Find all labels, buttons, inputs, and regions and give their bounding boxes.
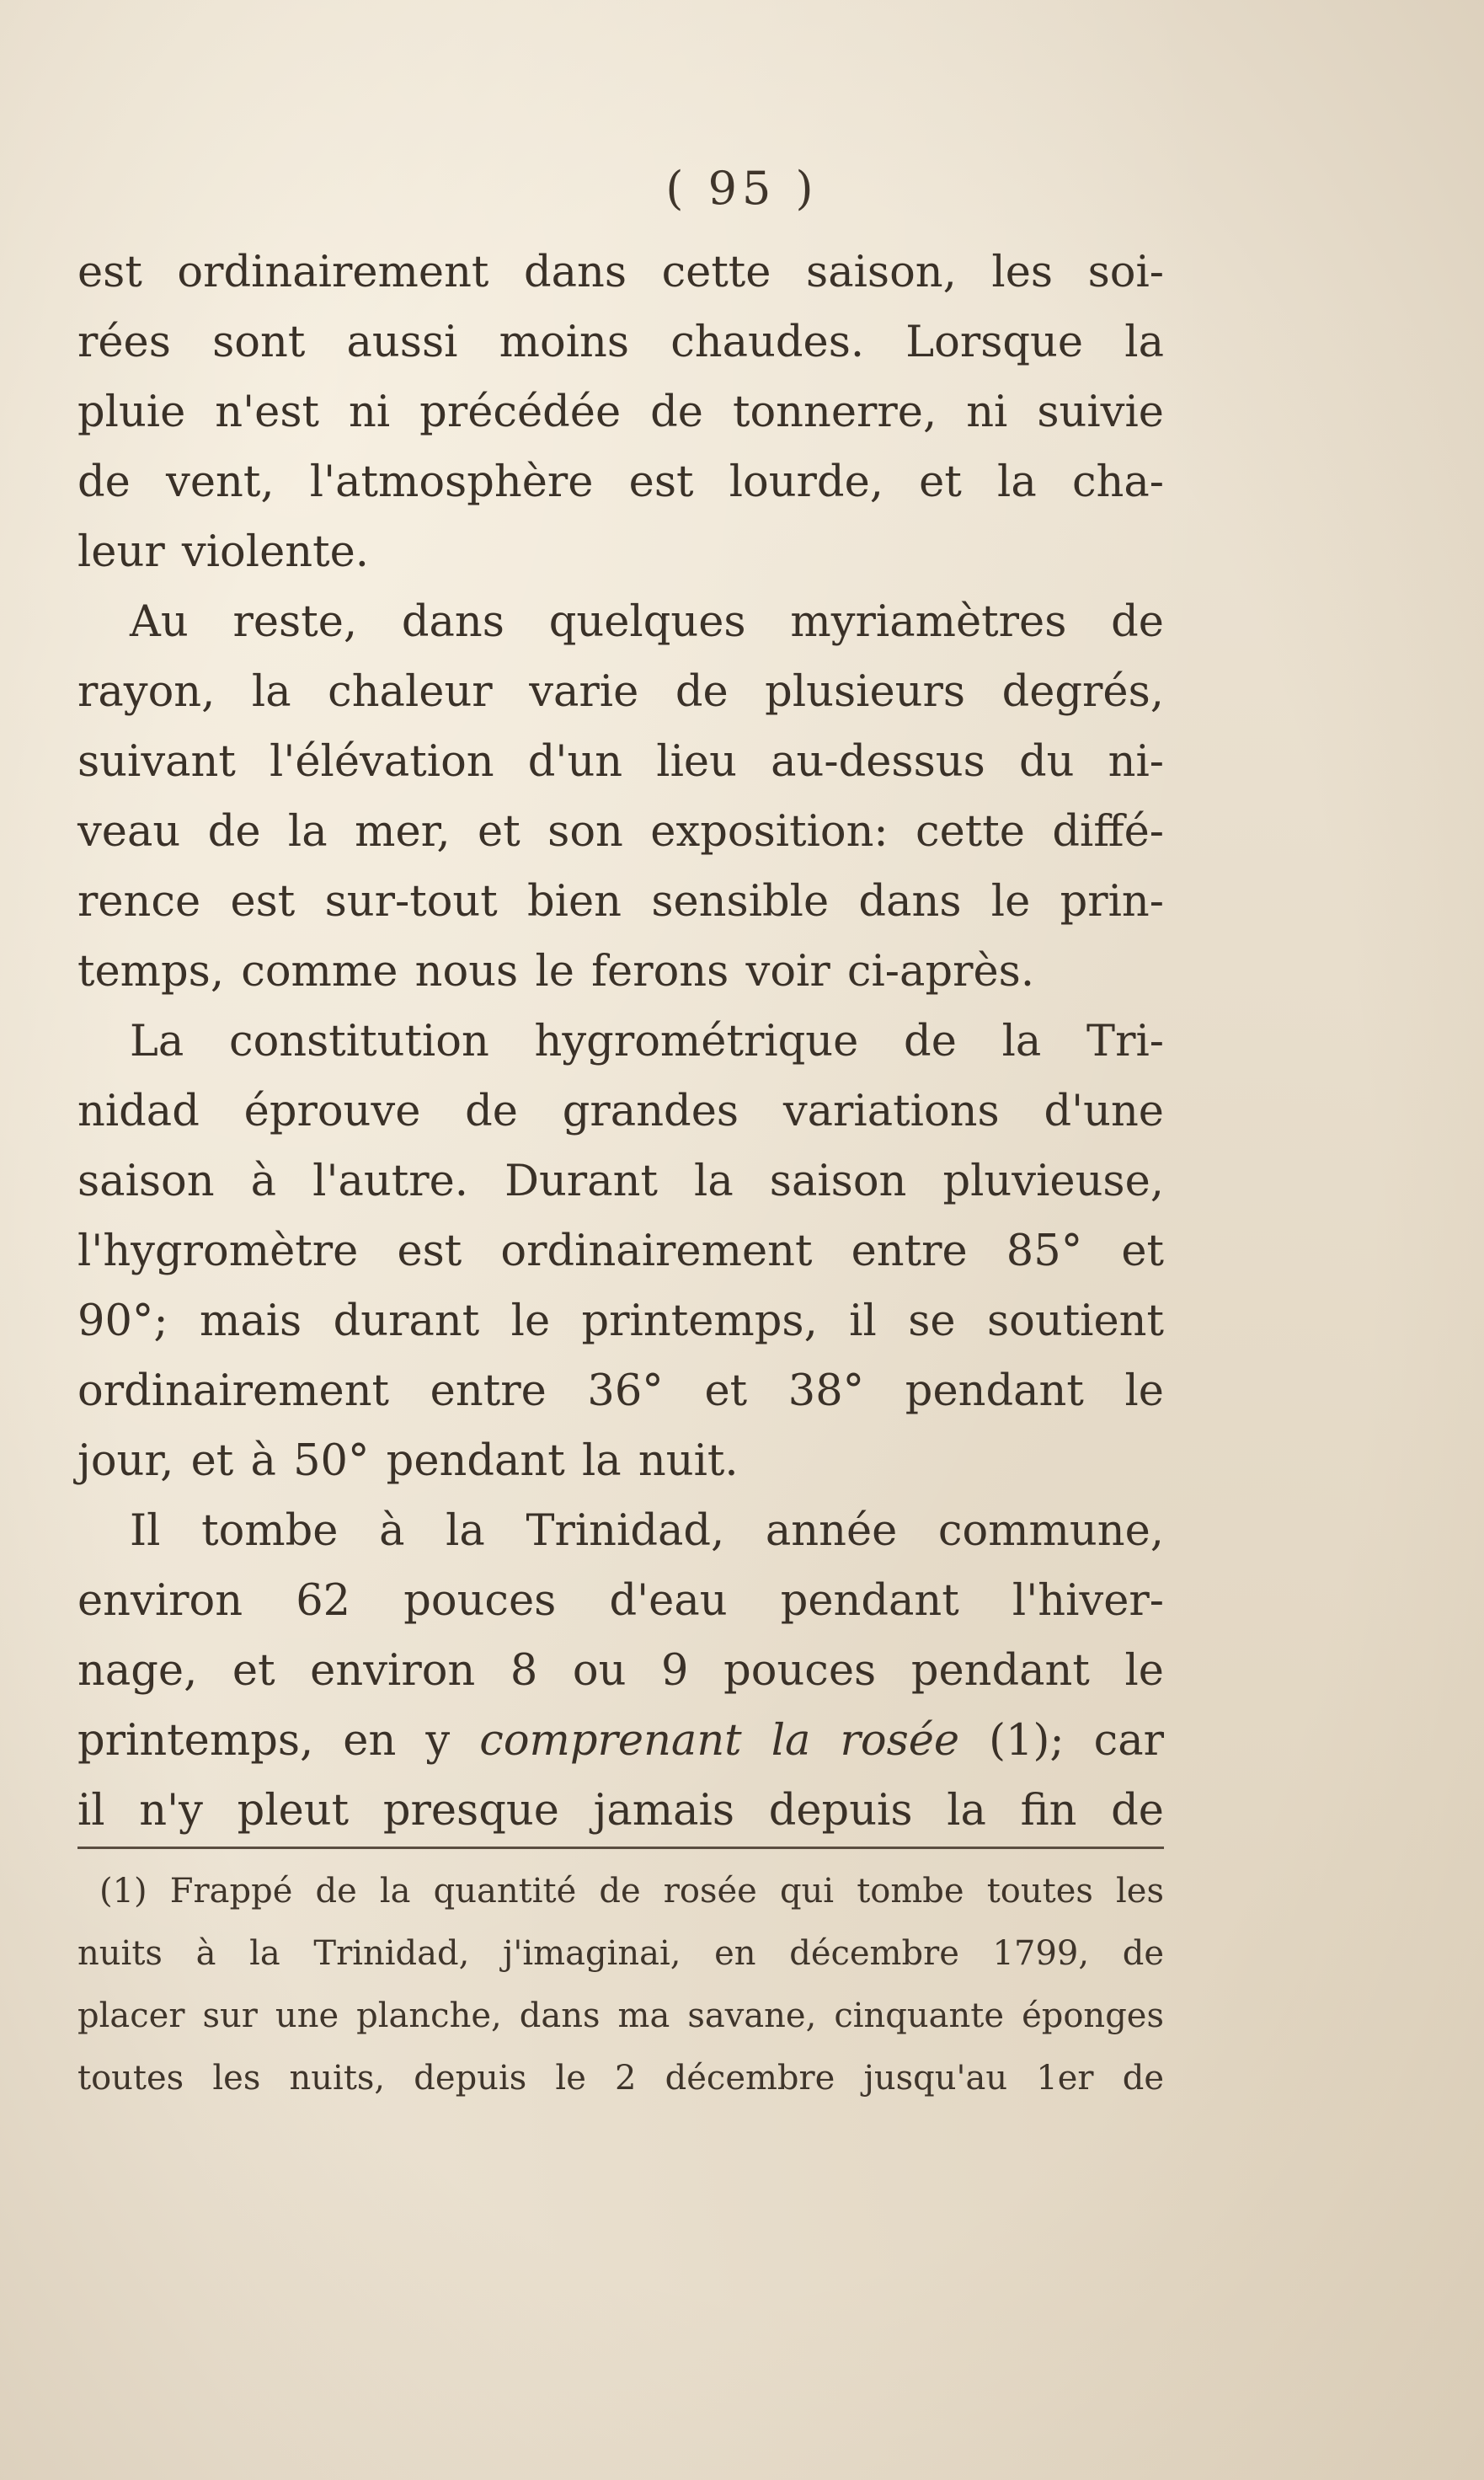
text-segment: printemps, en y bbox=[77, 1716, 480, 1766]
footnote bbox=[77, 1860, 1164, 2109]
text-line: Au reste, dans quelques myriamètres de bbox=[130, 597, 1164, 647]
text-line: suivant l'élévation d'un lieu au-dessus du ni- bbox=[77, 737, 1164, 787]
page-number: ( 95 ) bbox=[665, 162, 819, 215]
text-line: rées sont aussi moins chaudes. Lorsque la bbox=[77, 318, 1164, 367]
text-line-with-emphasis bbox=[77, 1706, 1164, 1776]
text-line: 90°; mais durant le printemps, il se soutient bbox=[77, 1296, 1164, 1346]
text-line: La constitution hygrométrique de la Tri- bbox=[130, 1017, 1164, 1066]
emphasized-text: comprenant la rosée bbox=[479, 1716, 960, 1766]
text-line: temps, comme nous le ferons voir ci-après. bbox=[77, 947, 1035, 997]
footnote-divider bbox=[77, 1847, 1164, 1849]
text-line: veau de la mer, et son exposition: cette diffé- bbox=[77, 807, 1164, 857]
text-line: de vent, l'atmosphère est lourde, et la cha- bbox=[77, 457, 1164, 507]
text-line: environ 62 pouces d'eau pendant l'hiver- bbox=[77, 1576, 1164, 1626]
footnote-reference: (1); car bbox=[959, 1716, 1164, 1766]
text-line: nidad éprouve de grandes variations d'une bbox=[77, 1087, 1164, 1136]
footnote-line: (1) Frappé de la quantité de rosée qui tombe toutes les bbox=[99, 1872, 1164, 1911]
text-line: rayon, la chaleur varie de plusieurs degrés, bbox=[77, 667, 1164, 717]
text-line: pluie n'est ni précédée de tonnerre, ni suivie bbox=[77, 388, 1164, 437]
footnote-line: placer sur une planche, dans ma savane, cinquante éponges bbox=[77, 1996, 1164, 2035]
text-line: ordinairement entre 36° et 38° pendant le bbox=[77, 1366, 1164, 1416]
main-text bbox=[77, 238, 1164, 1846]
text-line: rence est sur-tout bien sensible dans le prin- bbox=[77, 877, 1164, 927]
text-line: il n'y pleut presque jamais depuis la fin de bbox=[77, 1786, 1164, 1836]
text-line: saison à l'autre. Durant la saison pluvieuse, bbox=[77, 1157, 1164, 1206]
footnote-line: toutes les nuits, depuis le 2 décembre jusqu'au 1er de bbox=[77, 2059, 1164, 2098]
text-line: leur violente. bbox=[77, 527, 369, 577]
text-line: l'hygromètre est ordinairement entre 85° et bbox=[77, 1227, 1164, 1276]
text-line: Il tombe à la Trinidad, année commune, bbox=[130, 1506, 1164, 1556]
text-line: nage, et environ 8 ou 9 pouces pendant le bbox=[77, 1646, 1164, 1696]
text-line: est ordinairement dans cette saison, les soi- bbox=[77, 248, 1164, 297]
text-line: jour, et à 50° pendant la nuit. bbox=[77, 1436, 739, 1486]
footnote-line: nuits à la Trinidad, j'imaginai, en décembre 1799, de bbox=[77, 1934, 1164, 1973]
